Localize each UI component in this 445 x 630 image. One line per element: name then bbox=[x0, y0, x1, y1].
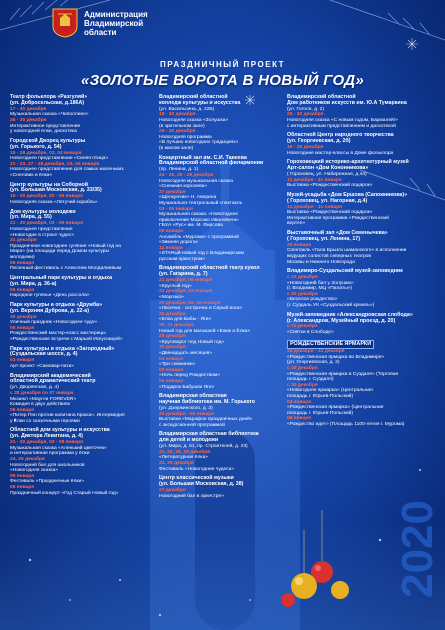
event-text: площадь г. Суздаля) bbox=[287, 377, 334, 383]
event-text: Новогодняя сказка «С новым годом, Бармалей!» bbox=[287, 118, 398, 123]
event-text: площадь г. Юрьев-Польский) bbox=[287, 410, 354, 416]
event-text: Интерактивная программа «Рождественский bbox=[287, 215, 389, 221]
event-text: (г. Суздаль УК «Суздальский кремль») bbox=[287, 303, 375, 309]
project-label: ПРАЗДНИЧНЫЙ ПРОЕКТ bbox=[159, 60, 286, 69]
venue-address: (ул. Верхняя Дуброва, д. 22-а) bbox=[10, 307, 89, 314]
venue-block bbox=[159, 95, 290, 152]
venue-address: Дом работников искусств им. Ю.А Тумаркина bbox=[287, 99, 407, 106]
event-date: 22 декабря, 03 января bbox=[159, 289, 213, 295]
event-date: 31 декабря bbox=[10, 238, 37, 244]
event-date: 06 января bbox=[159, 378, 184, 384]
event-date: с 21 декабря bbox=[287, 324, 318, 330]
event-date: 06 января bbox=[10, 407, 35, 413]
event-date: 11 декабря - 31 января bbox=[287, 177, 342, 183]
venue-block bbox=[287, 193, 439, 227]
venue-address: ( Гороховец, ул. Ленина, 17) bbox=[287, 235, 360, 242]
event-text: «Круговорот под Новый год» bbox=[159, 339, 225, 345]
year-decoration: 2020 bbox=[393, 500, 442, 598]
venue-name: Владимиро-Суздальский музей-заповедник bbox=[287, 268, 403, 275]
venue-name: Музей-усадьба «Дом Ершова (Сапожникова)» bbox=[287, 191, 408, 198]
venue-block bbox=[10, 210, 150, 272]
venue-block bbox=[159, 476, 290, 499]
venue-name: Владимирский областной bbox=[159, 94, 228, 100]
admin-line-1: Администрация bbox=[84, 9, 148, 19]
event-date: 11 января bbox=[159, 245, 183, 251]
venue-name: Музей-заповедник «Александровская слобода» bbox=[287, 311, 413, 318]
page-title: «ЗОЛОТЫЕ ВОРОТА В НОВЫЙ ГОД» bbox=[80, 72, 365, 89]
event-text: Выставка «Марафон праздничных дней» bbox=[159, 417, 253, 423]
event-date: 25 - 30 декабря bbox=[287, 112, 324, 118]
venue-block bbox=[159, 432, 290, 472]
venue-block bbox=[10, 95, 150, 135]
event-text: «Новогодие в строке чудес» bbox=[10, 232, 75, 238]
event-text: «Зимняя дорога» bbox=[159, 240, 199, 246]
event-text: Ансамбль «Мурома» с программой bbox=[159, 234, 239, 240]
event-text: «Рождественская ярмарка во Владимире» bbox=[287, 354, 385, 360]
event-text: «Лисичка - сестричка и Серый волк» bbox=[159, 306, 243, 312]
event-text: «Питер Пэн против капитана Крюка». Интермедия bbox=[10, 413, 125, 419]
event-text: «Литературная ёлка» bbox=[159, 455, 208, 461]
event-text: Музыкальная сказка «Аленький цветочек» bbox=[10, 445, 107, 451]
event-text: (ул. Васильсина, д. 22Б) bbox=[159, 106, 215, 112]
venue-address: Арт-салон «Дом Кононникова» bbox=[287, 165, 369, 172]
event-text: (в зрительном зале) bbox=[159, 123, 205, 129]
event-text: «Снежная королева» bbox=[159, 184, 208, 190]
event-date: 18 - 30 декабря bbox=[159, 112, 196, 118]
header bbox=[52, 8, 148, 38]
event-text: ГБХА «Рус» им. М. Фирсова bbox=[159, 223, 223, 229]
event-text: вертеп» bbox=[287, 221, 306, 227]
venue-address: (г. Александров, Музейный проезд, д. 20) bbox=[287, 317, 396, 324]
venue-block bbox=[159, 266, 290, 390]
event-date: 30 декабря bbox=[10, 314, 37, 320]
venue-address: ( Гороховец, ул. Нагорная, д.4) bbox=[287, 197, 368, 204]
event-text: ведущих солистов северных театров bbox=[287, 253, 371, 259]
venue-name: Владимирская областная bbox=[159, 393, 227, 400]
event-date: 26 января bbox=[287, 242, 312, 248]
venue-name: Парк культуры и отдыха «Дружба» bbox=[10, 301, 103, 308]
venue-name: Владимирский областной bbox=[287, 94, 356, 100]
event-text: «Щелкунчик» Н. Аверина bbox=[159, 195, 217, 201]
venue-address: (ул. Мира, д. 55) bbox=[10, 214, 52, 221]
venue-block bbox=[287, 133, 439, 156]
venue-name: Центр культуры на Соборной bbox=[10, 181, 89, 188]
event-text: «Рождественские встречи с Марьей Искусницей» bbox=[10, 336, 123, 342]
event-text: русским оркестром» bbox=[159, 256, 206, 262]
venue-block bbox=[287, 269, 439, 308]
event-date: 06 января bbox=[10, 287, 35, 293]
event-date: с 28 декабря по 07 января bbox=[10, 390, 74, 396]
event-text: Выставка «Рождественский подарок» bbox=[287, 210, 373, 216]
event-date: с 29 декабря bbox=[287, 366, 318, 371]
event-text: Новогодний бал в оркестре» bbox=[159, 493, 224, 499]
event-text: Новогодняя музыкальная сказка bbox=[159, 178, 233, 184]
event-text: «Круглый год» bbox=[159, 283, 192, 289]
event-date: 05 января bbox=[159, 367, 184, 373]
event-date: 13 декабря - 31 января bbox=[287, 204, 342, 210]
event-text: Фестиваль «Новогодние чудеса» bbox=[159, 466, 235, 472]
event-date: 24, 25 декабря bbox=[159, 460, 194, 466]
event-date: 24 - 26, 28 - 29 декабря bbox=[159, 172, 214, 178]
event-text: Спектакль «Гала Брызги шаманского» в исполнении bbox=[287, 248, 407, 254]
event-text: «Двенадцать месяцев» bbox=[159, 351, 213, 356]
event-date: 25 декабря - 31 декабря bbox=[287, 349, 345, 355]
event-text: (в малом зале) bbox=[159, 145, 194, 151]
event-text: (ул. Дворянская, д. 4) bbox=[10, 385, 59, 391]
event-text: Новогодняя программа bbox=[159, 134, 212, 140]
event-text: (ул. Гоголя, д. 2) bbox=[287, 106, 325, 112]
event-text: «Рождественская ярмарка в Суздале» (Торговая bbox=[287, 371, 399, 377]
venue-block bbox=[10, 139, 150, 179]
event-date: 21 - 30 декабря, 03 - 08 января bbox=[10, 440, 83, 446]
event-text: Мюзикл «Маугли FOREVER» bbox=[10, 396, 77, 402]
event-text: Новогодняя сказка «Золушка» bbox=[159, 118, 229, 123]
event-text: Арт-проект «Самовар-пати» bbox=[10, 363, 75, 369]
event-text: Новогоднее представление для самых маленьких bbox=[10, 167, 124, 173]
venue-name: Владимирский областной театр кукол bbox=[159, 265, 260, 272]
event-text: и интерактивная программа у ёлки bbox=[10, 451, 90, 457]
event-text: «Рождество идет» (Площадь 1100-летия г. Мурома) bbox=[287, 421, 405, 427]
event-text: Комедия в двух действиях bbox=[10, 402, 71, 408]
event-text: Новый год для малышей «Ежик и Ёлка» bbox=[159, 328, 251, 334]
event-text: Музыкально-театральный спектакль bbox=[159, 200, 243, 206]
event-text: у новогодней ёлки, дискотека bbox=[10, 129, 78, 135]
venue-address: (ул. Георгиевская, д. 2б) bbox=[287, 138, 351, 145]
event-date: 19 - 30 декабря, 02 - 06 января bbox=[10, 194, 83, 200]
event-text: «Новогодняя сказка» bbox=[10, 468, 59, 474]
event-text: Москвы и Нижнего Новгорода bbox=[287, 259, 355, 265]
event-text: Праздничный концерт «Год Старый Новый год» bbox=[10, 490, 119, 496]
venue-address: Владимирской областной филармонии bbox=[159, 160, 264, 167]
event-date: 04 января bbox=[159, 356, 184, 362]
schedule-column-1 bbox=[10, 95, 150, 500]
event-text: Новогодний бал для школьников bbox=[10, 462, 85, 468]
event-text: (ул. Мира, д. 51, пр. Строителей, д. 23) bbox=[159, 444, 248, 450]
event-date: с 10 декабря bbox=[287, 275, 318, 281]
venue-name: Дом культуры молодежи bbox=[10, 208, 76, 215]
venue-address: (ул. Горького, д. 54) bbox=[10, 143, 62, 150]
venue-address: научная библиотека им. М. Горького bbox=[159, 399, 256, 406]
event-date: 21 - 23, 27 - 28 декабря, 03, 04 января bbox=[10, 161, 100, 167]
venue-name: Городской Дворец культуры bbox=[10, 137, 86, 144]
venue-block bbox=[10, 183, 150, 206]
event-text: (г. Владимир, МЦ «Палаты») bbox=[287, 286, 353, 292]
administration-name bbox=[84, 10, 148, 37]
event-text: «Новогодняя ярмарка» (Центральная bbox=[287, 388, 373, 394]
venue-block bbox=[10, 428, 150, 496]
event-date: 06 января bbox=[10, 485, 35, 491]
event-date: 27 декабря bbox=[159, 487, 186, 493]
venue-name: Центр классической музыки bbox=[159, 475, 234, 482]
region-crest-icon bbox=[52, 8, 78, 38]
venue-block bbox=[10, 374, 150, 425]
event-text: «Новогодний бал у Золушки» bbox=[287, 280, 354, 286]
venue-address: (ул. Мира, д. 36-а) bbox=[10, 280, 57, 287]
event-text: Песенный фестиваль с Алексеем Молдалиевым bbox=[10, 266, 121, 272]
event-date: 25 - 30 декабря bbox=[159, 129, 196, 135]
event-text: приключение Морозко Ивановича» bbox=[159, 217, 239, 223]
event-text: ( Гороховец, ул. Набережная, д.44) bbox=[287, 172, 367, 177]
event-text: площадь г. Юрьев-Польский) bbox=[287, 393, 354, 399]
venue-address: колледж культуры и искусства bbox=[159, 99, 241, 106]
event-date: 21 - 30 декабря, 03 - 05 января bbox=[10, 221, 83, 227]
venue-name: Владимирская областная библиотека bbox=[159, 431, 259, 438]
venue-name: Областной Центр народного творчества bbox=[287, 132, 394, 139]
schedule-column-3 bbox=[287, 95, 439, 432]
event-date: 06 января bbox=[10, 260, 35, 266]
venue-address: для детей и молодежи bbox=[159, 437, 219, 444]
event-text: «Святки в Слободе» bbox=[287, 330, 334, 336]
event-text: Новогоднее представление «Синяя птица» bbox=[10, 156, 109, 162]
event-text: (ул. Георгиевская, д. 2) bbox=[287, 360, 340, 366]
event-text: Интерактивное представление bbox=[10, 123, 81, 129]
venue-block bbox=[10, 276, 150, 299]
event-text: «Елка для Бабы - Яги» bbox=[159, 317, 212, 323]
event-text: Музыкальная сказка: «Новогоднее bbox=[159, 212, 238, 218]
venue-name: Владимирский академический bbox=[10, 372, 91, 379]
event-date: 06 января bbox=[10, 325, 35, 331]
event-text: Народное гулянье «День рассола» bbox=[10, 293, 90, 299]
venue-block bbox=[10, 303, 150, 343]
event-date: 29 декабря bbox=[159, 334, 186, 340]
event-text: (пр. Ленина, д. 1) bbox=[159, 167, 199, 173]
event-text: Новогоднее представление bbox=[10, 226, 73, 232]
event-date: с 30 декабря bbox=[287, 382, 318, 388]
event-date: с 20 декабря bbox=[287, 291, 318, 297]
venue-name: Гороховецкий историко-архитектурный музей bbox=[287, 159, 409, 166]
venue-address: (ул. Гагарина, д. 7) bbox=[159, 271, 208, 278]
event-date: 06 января bbox=[159, 228, 184, 234]
venue-name: Областной дом культуры и искусства bbox=[10, 427, 110, 434]
venue-address: (ул. Диктора Левитана, д. 4) bbox=[10, 433, 83, 440]
event-text: Новогодние мастер-классы в Доме фольклора bbox=[287, 150, 394, 156]
event-date: 04 января bbox=[287, 399, 312, 405]
venue-address: (ул. Добросельская, д.186А) bbox=[10, 99, 85, 106]
event-date: 21, 22, 28, 29 декабря bbox=[159, 449, 211, 455]
venue-block bbox=[287, 340, 439, 428]
event-date: 30 декабря bbox=[159, 345, 186, 351]
venue-address: (Суздальская шоссе, д. 4) bbox=[10, 351, 78, 358]
venue-name: Театр фольклора «Разгуляй» bbox=[10, 94, 88, 100]
venue-block bbox=[287, 231, 439, 265]
event-date: 15 - 28 декабря, 03, 04 января bbox=[10, 150, 82, 156]
event-text: «Три снежинки» bbox=[159, 362, 196, 368]
event-date: 03 - 05 января bbox=[159, 206, 193, 212]
event-text: «Подарок Бабушки Яги» bbox=[159, 384, 215, 390]
event-text: Уличный праздник «Новогоднее чудо» bbox=[10, 320, 98, 326]
event-text: с экскурсионной программой bbox=[159, 422, 225, 428]
event-date: 17 - 30 декабря bbox=[10, 106, 47, 112]
event-text: Новогодняя сказка «Летучий корабль» bbox=[10, 199, 98, 205]
schedule-column-2 bbox=[159, 95, 290, 503]
venue-name: Центральный парк культуры и отдыха bbox=[10, 274, 113, 281]
event-text: (ул. Дзержинского, д. 3) bbox=[159, 405, 213, 411]
event-date: 27 декабря bbox=[159, 189, 186, 195]
venue-name: Выставочный зал «Дом Семенычева» bbox=[287, 229, 388, 236]
venue-address: областной драматический театр bbox=[10, 378, 96, 385]
venue-block bbox=[287, 160, 439, 189]
venue-address: (ул. Большая Московская, д. 33/35) bbox=[10, 187, 102, 194]
event-date: 05 января bbox=[10, 473, 35, 479]
event-text: «STARый новый год с Владимирским bbox=[159, 251, 244, 257]
event-text: «Ночь перед Рождеством» bbox=[159, 373, 220, 379]
venue-block bbox=[10, 347, 150, 370]
event-date: 24, 25 декабря bbox=[10, 457, 45, 463]
event-text: с интерактивным представлением и дискотекой bbox=[287, 123, 396, 129]
admin-line-3: области bbox=[84, 27, 117, 37]
admin-line-2: Владимирской bbox=[84, 18, 144, 28]
venue-name: Парк культуры и отдыха «Загородный» bbox=[10, 345, 115, 352]
event-date: 16 - 29 декабря bbox=[287, 145, 324, 150]
venue-block bbox=[287, 313, 439, 336]
event-text: молодежи) bbox=[10, 254, 35, 260]
event-date: 28, 31 декабря bbox=[159, 323, 194, 329]
venue-name: Концертный зал им. С.И. Танеева bbox=[159, 154, 247, 161]
event-text: «В лучших новогодних традициях» bbox=[159, 140, 239, 146]
event-date: 26 - 30 декабря bbox=[10, 118, 47, 123]
event-date: 06 января bbox=[287, 416, 312, 422]
venue-name: РОЖДЕСТВЕНСКИЕ ЯРМАРКИ bbox=[287, 340, 374, 350]
event-text: «Морозко» bbox=[159, 295, 184, 301]
event-text: Мира» (на площади перед Домом культуры bbox=[10, 249, 109, 255]
event-text: Праздничное новогоднее гуляние «Новый год на bbox=[10, 243, 121, 249]
event-text: Музыкальная сказка «Чиполлино» bbox=[10, 112, 89, 118]
venue-block bbox=[159, 156, 290, 263]
event-text: Фестиваль «Праздничные ёлки» bbox=[10, 479, 84, 485]
venue-block bbox=[287, 95, 439, 129]
event-date: 24 декабря bbox=[159, 311, 186, 317]
event-text: «Рождественская ярмарка» (Центральная bbox=[287, 405, 384, 411]
event-date: 22 декабря, 02, 06 января bbox=[159, 300, 221, 306]
event-date: 03 января bbox=[10, 358, 35, 364]
event-date: 23 декабря - 05 января bbox=[159, 411, 214, 417]
event-text: у Ёлки со сказочными героями bbox=[10, 418, 80, 424]
event-text: Выставка «Рождественский подарок» bbox=[287, 183, 373, 189]
event-text: «Снеговик и ёлка» bbox=[10, 172, 53, 178]
event-text: «Веселое рождество» bbox=[287, 297, 338, 303]
venue-address: (ул. Большая Московская, д. 38) bbox=[159, 481, 244, 488]
event-text: Рождественский мастер-класс мастерицы bbox=[10, 331, 106, 337]
event-date: 21 декабря, 06 января bbox=[159, 278, 213, 284]
venue-block bbox=[159, 394, 290, 428]
